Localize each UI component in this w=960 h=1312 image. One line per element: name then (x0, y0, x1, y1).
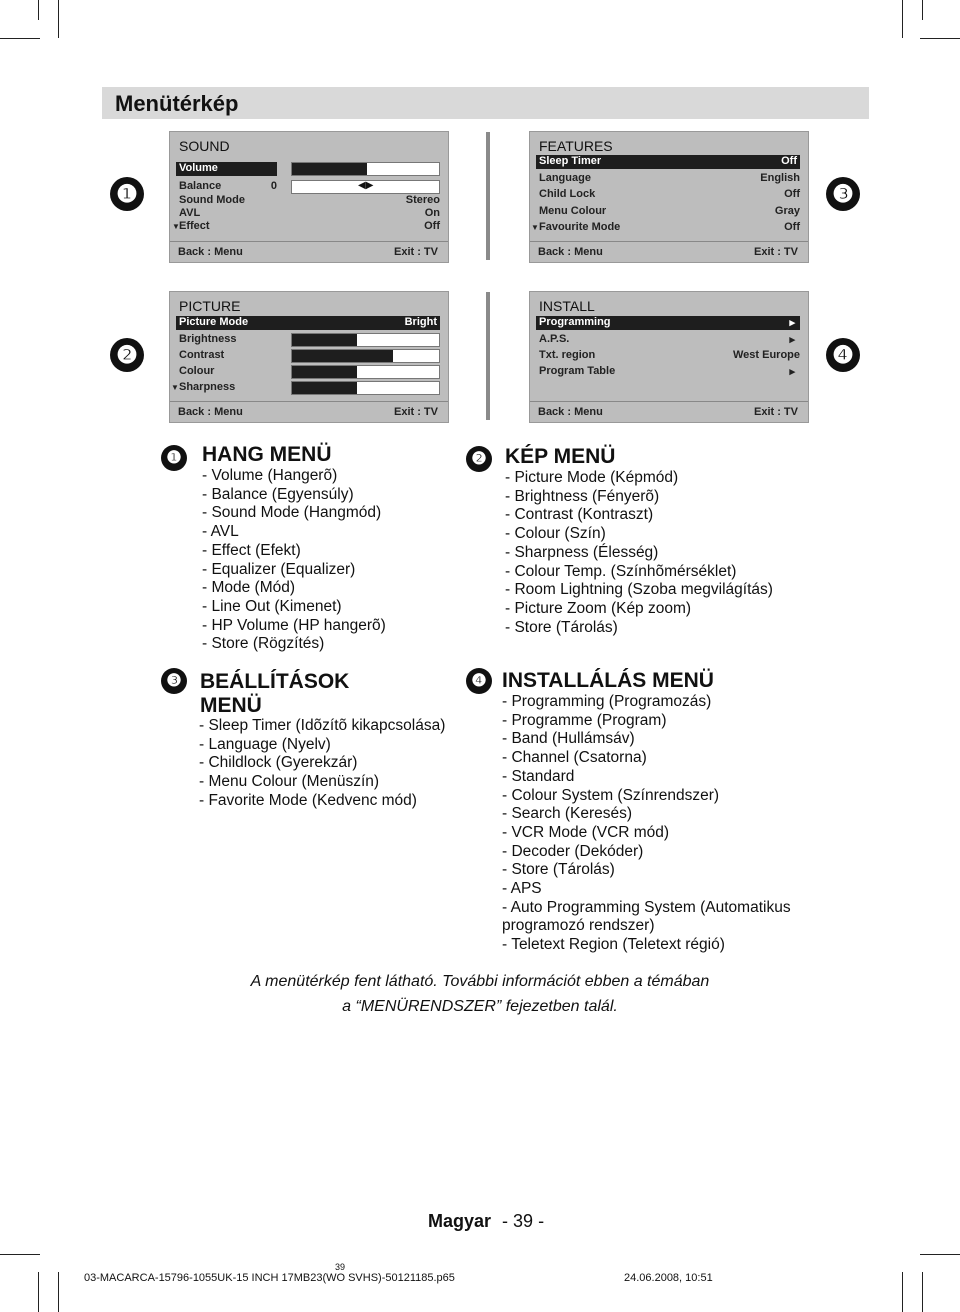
crop-mark (922, 1272, 923, 1312)
beallitasok-menu-list (199, 717, 445, 811)
balance-bar (291, 180, 440, 194)
panel-divider (486, 132, 490, 260)
menu-row-picture-mode[interactable]: Picture Mode Bright (176, 316, 440, 330)
menu-row-contrast[interactable]: Contrast (179, 349, 225, 361)
panel-title: PICTURE (179, 298, 241, 314)
footnote-line: a “MENÜRENDSZER” fejezetben talál. (342, 998, 618, 1015)
crop-mark (58, 0, 59, 38)
crop-mark (920, 38, 960, 39)
submenu-arrow-icon: ▸ (789, 366, 795, 378)
list-item: - Favorite Mode (Kedvenc mód) (199, 791, 417, 809)
crop-mark (902, 1272, 903, 1312)
submenu-arrow-icon: ▸ (789, 334, 795, 346)
list-item: - Colour (Szín) (505, 525, 606, 543)
brightness-bar-fill (292, 334, 357, 346)
list-item: - Colour System (Színrendszer) (502, 786, 720, 804)
list-item: - Picture Mode (Képmód) (505, 469, 679, 486)
list-item: - Channel (Csatorna) (502, 749, 647, 767)
contrast-bar (291, 349, 440, 363)
print-slug-page: 39 (335, 1262, 346, 1272)
list-item: - Language (Nyelv) (199, 735, 331, 753)
list-item: - Band (Hullámsáv) (502, 730, 635, 748)
menu-row-avl[interactable]: AVL On (179, 207, 440, 219)
contrast-bar-fill (292, 350, 393, 362)
crop-mark (920, 1254, 960, 1255)
list-item: - Contrast (Kontraszt) (505, 506, 654, 524)
menu-row-colour[interactable]: Colour (179, 365, 215, 377)
menu-row-programming[interactable]: Programming ▸ (536, 316, 800, 330)
footnote (200, 969, 760, 1019)
list-item: - Programme (Program) (502, 711, 667, 729)
badge-two: ❷ (110, 338, 144, 372)
volume-bar-fill (292, 163, 367, 175)
menu-row-aps[interactable]: A.P.S. ▸ (539, 333, 795, 346)
crop-mark (0, 38, 40, 39)
list-item: - Teletext Region (Teletext régió) (502, 936, 725, 954)
crop-mark (0, 1254, 40, 1255)
list-item: - Store (Tárolás) (505, 618, 618, 636)
page-title: Menütérkép (115, 91, 239, 116)
section-heading-hang: HANG MENÜ (202, 443, 332, 466)
sharpness-bar (291, 381, 440, 395)
section-heading-line: MENÜ (200, 694, 262, 717)
installalas-menu-list (502, 693, 832, 955)
list-item: - Picture Zoom (Kép zoom) (505, 599, 692, 617)
panel-footer (170, 241, 448, 262)
list-item: - Store (Rögzítés) (202, 635, 325, 653)
list-item: - Sound Mode (Hangmód) (202, 504, 382, 522)
list-item: - Volume (Hangerõ) (202, 467, 338, 484)
section-heading-installalas: INSTALLÁLÁS MENÜ (502, 669, 714, 692)
list-item: - Auto Programming System (Automatikus programozó rendszer) (502, 898, 791, 935)
exit-hint: Exit : TV (753, 406, 798, 418)
list-item: - APS (502, 880, 542, 898)
back-hint: Back : Menu (538, 406, 603, 418)
page-title-bar (102, 87, 869, 119)
menu-row-favourite-mode[interactable]: ▼ Favourite Mode Off (531, 221, 800, 233)
section-badge-one: ❶ (161, 445, 187, 471)
menu-row-sound-mode[interactable]: Sound Mode Stereo (179, 194, 440, 206)
hang-menu-list (202, 467, 386, 654)
list-item: - Colour Temp. (Színhõmérséklet) (505, 562, 737, 580)
page-number-value: - 39 - (502, 1211, 545, 1231)
exit-hint: Exit : TV (393, 406, 438, 418)
panel-title: SOUND (179, 138, 230, 154)
list-item: - Equalizer (Equalizer) (202, 560, 356, 578)
list-item: - Programming (Programozás) (502, 693, 712, 710)
menu-row-sleep-timer[interactable]: Sleep Timer Off (536, 155, 800, 169)
back-hint: Back : Menu (178, 246, 243, 258)
install-menu-panel (529, 291, 809, 423)
sharpness-bar-fill (292, 382, 357, 394)
crop-mark (902, 0, 903, 38)
section-heading-kep: KÉP MENÜ (505, 445, 616, 468)
print-slug-file: 03-MACARCA-15796-1055UK-15 INCH 17MB23(WO SVHS)-50121185.p65 (84, 1272, 455, 1284)
sound-menu-panel (169, 131, 449, 263)
section-heading-line: BEÁLLÍTÁSOK (200, 670, 350, 693)
list-item: - AVL (202, 523, 239, 541)
menu-row-child-lock[interactable]: Child Lock Off (539, 188, 800, 200)
list-item: - Effect (Efekt) (202, 541, 301, 559)
list-item: - Mode (Mód) (202, 579, 296, 597)
crop-mark (38, 0, 39, 20)
exit-hint: Exit : TV (753, 246, 798, 258)
badge-three: ❸ (826, 177, 860, 211)
panel-footer (530, 401, 808, 422)
badge-one: ❶ (110, 177, 144, 211)
back-hint: Back : Menu (178, 406, 243, 418)
badge-four: ❹ (826, 338, 860, 372)
list-item: - VCR Mode (VCR mód) (502, 823, 670, 841)
panel-footer (170, 401, 448, 422)
menu-row-volume[interactable]: Volume (176, 162, 277, 176)
language-label: Magyar (428, 1211, 492, 1231)
menu-row-language[interactable]: Language English (539, 172, 800, 184)
colour-bar-fill (292, 366, 357, 378)
list-item: - HP Volume (HP hangerõ) (202, 616, 386, 634)
colour-bar (291, 365, 440, 379)
list-item: - Sleep Timer (Idõzítõ kikapcsolása) (199, 717, 446, 734)
list-item: - Room Lightning (Szoba megvilágítás) (505, 581, 773, 599)
section-badge-three: ❸ (161, 668, 187, 694)
picture-menu-panel (169, 291, 449, 423)
balance-arrows-icon: ◀▶ (358, 180, 374, 191)
panel-footer (530, 241, 808, 262)
list-item: - Store (Tárolás) (502, 861, 615, 879)
panel-title: INSTALL (539, 298, 595, 314)
section-heading-beallitasok (200, 670, 349, 718)
footnote-line: A menütérkép fent látható. További információt ebben a témában (250, 973, 710, 990)
panel-title: FEATURES (539, 138, 613, 154)
crop-mark (38, 1272, 39, 1312)
list-item: - Line Out (Kimenet) (202, 597, 342, 615)
menu-row-balance[interactable]: Balance 0 (179, 180, 277, 192)
back-hint: Back : Menu (538, 246, 603, 258)
scroll-down-icon: ▼ (531, 223, 539, 232)
menu-row-txt-region[interactable]: Txt. region West Europe (539, 349, 800, 361)
list-item: - Search (Keresés) (502, 805, 633, 823)
menu-row-menu-colour[interactable]: Menu Colour Gray (539, 205, 800, 217)
crop-mark (922, 0, 923, 20)
page-number (428, 1211, 544, 1232)
section-badge-four: ❹ (466, 668, 492, 694)
menu-row-sharpness[interactable]: ▼ Sharpness (171, 381, 236, 393)
volume-bar (291, 162, 440, 176)
crop-mark (58, 1272, 59, 1312)
menu-row-effect[interactable]: ▼ Effect Off (172, 220, 440, 232)
scroll-down-icon: ▼ (172, 222, 180, 231)
panel-divider (486, 292, 490, 420)
submenu-arrow-icon: ▸ (789, 317, 795, 329)
kep-menu-list (505, 469, 773, 637)
list-item: - Decoder (Dekóder) (502, 842, 644, 860)
list-item: - Balance (Egyensúly) (202, 485, 354, 503)
list-item: - Standard (502, 767, 575, 785)
exit-hint: Exit : TV (393, 246, 438, 258)
brightness-bar (291, 333, 440, 347)
scroll-down-icon: ▼ (171, 383, 179, 392)
menu-row-brightness[interactable]: Brightness (179, 333, 237, 345)
features-menu-panel (529, 131, 809, 263)
section-badge-two: ❷ (466, 446, 492, 472)
list-item: - Menu Colour (Menüszín) (199, 773, 380, 791)
list-item: - Sharpness (Élesség) (505, 543, 659, 561)
menu-row-program-table[interactable]: Program Table ▸ (539, 365, 795, 378)
list-item: - Brightness (Fényerõ) (505, 487, 660, 505)
print-slug-date: 24.06.2008, 10:51 (624, 1272, 713, 1284)
list-item: - Childlock (Gyerekzár) (199, 754, 358, 772)
